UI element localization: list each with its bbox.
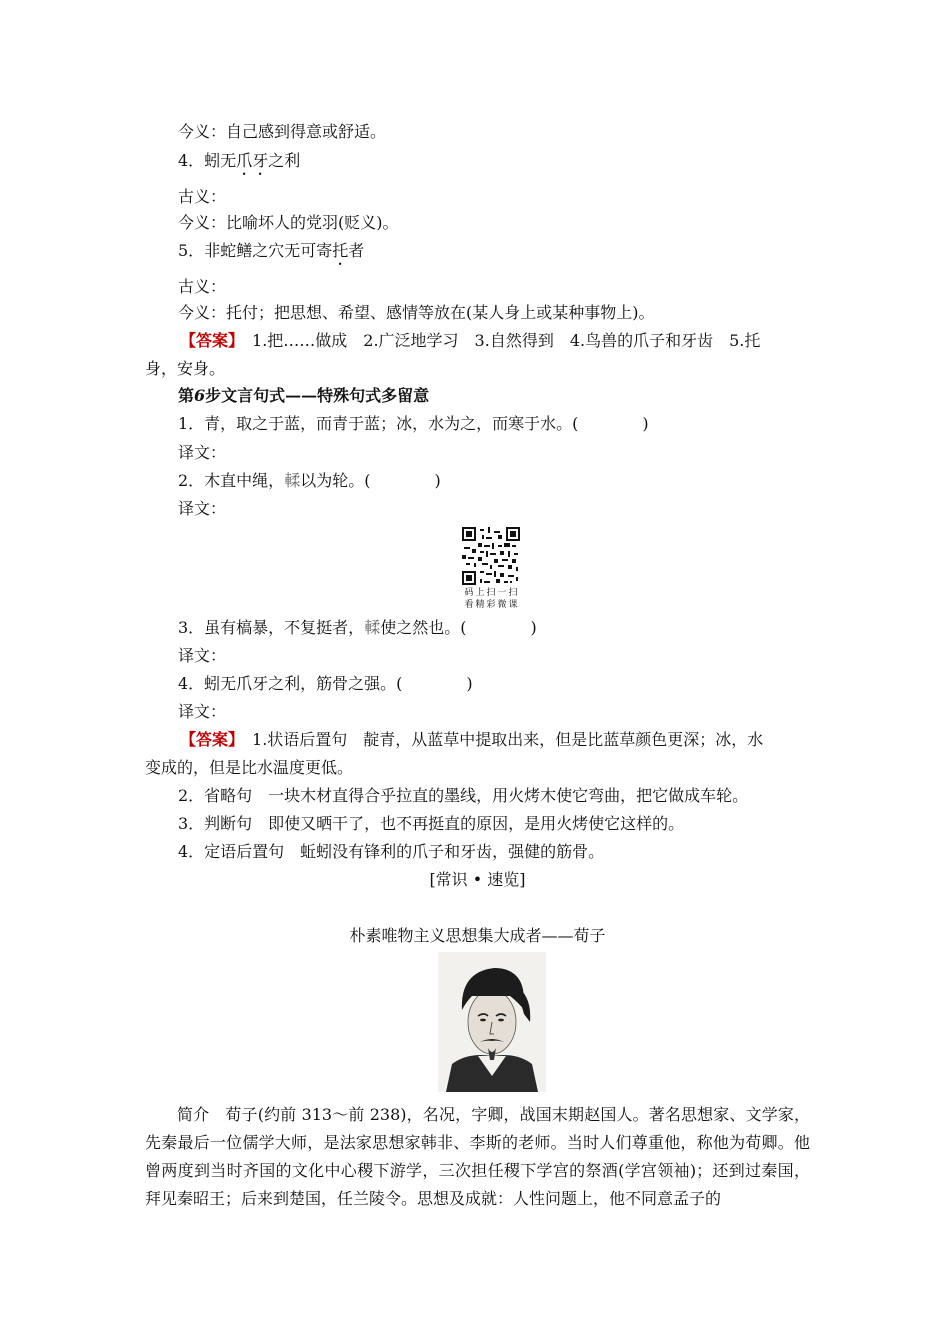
question-text: 以为轮。( )	[300, 471, 441, 490]
emphasized-word: 托	[332, 241, 349, 260]
answer-continuation: 变成的，但是比水温度更低。	[145, 758, 354, 777]
item-number: 4．	[178, 151, 205, 170]
question-text: 使之然也。( )	[380, 618, 537, 637]
jinyi-line: 今义：比喻坏人的党羽(贬义)。	[178, 213, 399, 232]
qr-caption: 码上扫一扫	[464, 588, 520, 598]
rare-character: 輮	[284, 471, 301, 490]
intro-paragraph: 简介 荀子(约前 313～前 238)，名况，字卿，战国末期赵国人。著名思想家、文学家，先秦最后一位儒学大师，是法家思想家韩非、李斯的老师。当时人们尊重他，称他为荀卿。他曾两度到当时齐国的文化中心稷下游学，三次担任稷下学宫的祭酒(学宫领袖)；还到过秦国，拜见秦昭王；后来到楚国，任兰陵令。思想及成就：人性问题上，他不同意孟子的	[145, 1105, 810, 1208]
answer-line: 4．定语后置句 蚯蚓没有锋利的爪子和牙齿，强健的筋骨。	[178, 842, 605, 861]
portrait-illustration	[438, 952, 546, 1092]
translation-label: 译文：	[178, 646, 227, 665]
jinyi-line: 今义：托付；把思想、希望、感情等放在(某人身上或某种事物上)。	[178, 303, 655, 322]
item-text: 非蛇鳝之穴无可寄	[204, 241, 333, 260]
translation-label: 译文：	[178, 702, 227, 721]
answer-continuation: 身，安身。	[145, 359, 226, 378]
answer-line	[180, 331, 760, 351]
item-text: 者	[348, 241, 365, 260]
question-1: 1．青，取之于蓝，而青于蓝；冰，水为之，而寒于水。( )	[178, 414, 649, 433]
translation-label: 译文：	[178, 499, 227, 518]
heading-number: 6	[194, 386, 206, 405]
heading-text: 第	[178, 386, 195, 405]
jinyi-line: 今义：自己感到得意或舒适。	[178, 122, 387, 141]
article-title: 朴素唯物主义思想集大成者——荀子	[349, 926, 606, 945]
item-5	[178, 241, 364, 269]
guyi-line: 古义：	[178, 277, 227, 296]
question-text: 3．虽有槁暴，不复挺者，	[178, 618, 365, 637]
emphasized-word: 爪牙	[236, 151, 269, 170]
answer-label: 【答案】	[180, 331, 237, 350]
answer-text: 1.状语后置句 靛青，从蓝草中提取出来，但是比蓝草颜色更深；冰，水	[236, 730, 764, 749]
section-heading	[178, 386, 429, 406]
section-header: [常识 • 速览]	[429, 870, 526, 889]
question-4: 4．蚓无爪牙之利，筋骨之强。( )	[178, 674, 473, 693]
answer-line: 3．判断句 即使又晒干了，也不再挺直的原因，是用火烤使它这样的。	[178, 814, 685, 833]
answer-label: 【答案】	[180, 730, 237, 749]
heading-text: 步文言句式——特殊句式多留意	[205, 386, 430, 405]
question-text: 2．木直中绳，	[178, 471, 285, 490]
rare-character: 輮	[364, 618, 381, 637]
item-number: 5．	[178, 241, 205, 260]
answer-line	[180, 730, 763, 750]
qr-code[interactable]	[462, 527, 520, 585]
item-4	[178, 151, 300, 179]
guyi-line: 古义：	[178, 187, 227, 206]
translation-label: 译文：	[178, 443, 227, 462]
answer-line: 2．省略句 一块木材直得合乎拉直的墨线，用火烤木使它弯曲，把它做成车轮。	[178, 786, 749, 805]
answer-text: 1.把……做成 2.广泛地学习 3.自然得到 4.鸟兽的爪子和牙齿 5.托	[236, 331, 761, 350]
question-2	[178, 471, 441, 491]
qr-caption: 看精彩微课	[464, 600, 520, 610]
item-text: 蚓无	[204, 151, 237, 170]
xunzi-portrait	[438, 952, 546, 1092]
question-3	[178, 618, 537, 638]
item-text: 之利	[268, 151, 301, 170]
qr-code-graphic	[462, 527, 520, 585]
